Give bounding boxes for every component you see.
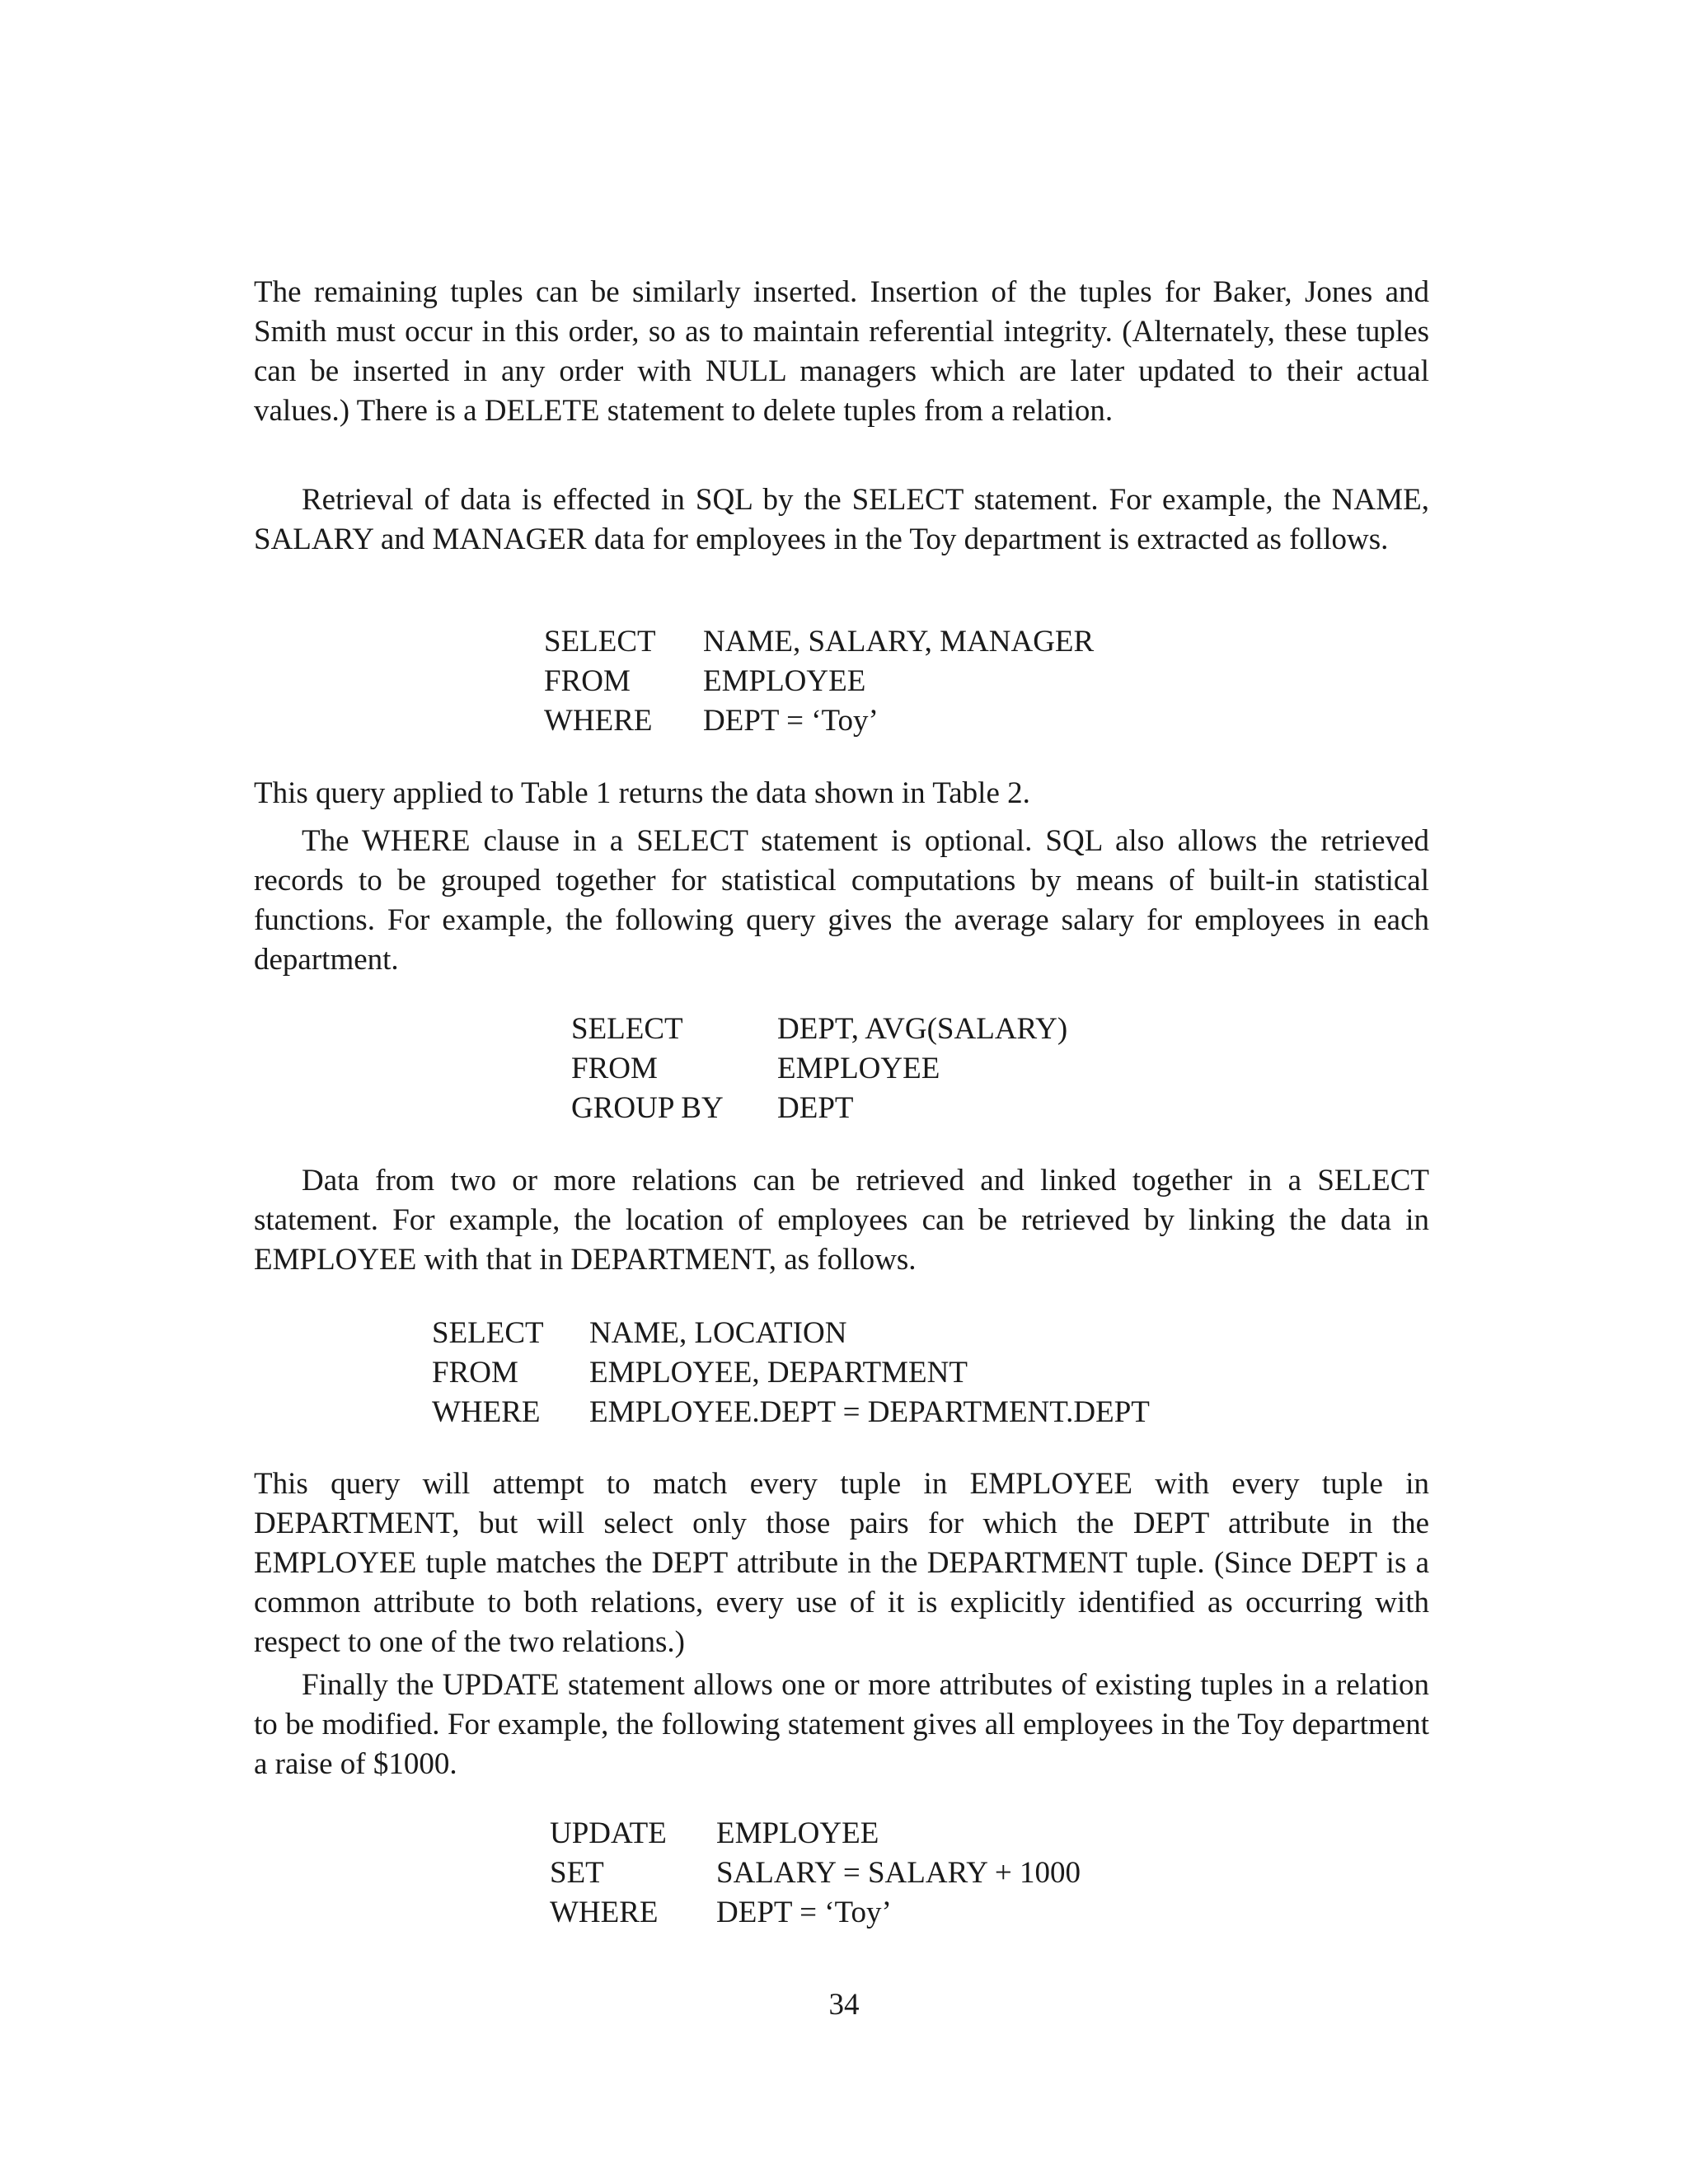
sql-keyword: WHERE (432, 1395, 541, 1429)
sql-argument: DEPT (777, 1091, 854, 1125)
paragraph-where-clause: The WHERE clause in a SELECT statement is optional. SQL also allows the retrieved records to be grouped together for statistical computations by means of built-in statistical functions. For example, the following query gives the average salary for employees in each department. (254, 824, 1429, 977)
sql-line (544, 662, 1094, 701)
sql-query-group-by (571, 1010, 1067, 1128)
sql-argument: EMPLOYEE (703, 664, 866, 698)
sql-line (550, 1854, 1081, 1893)
sql-line (432, 1314, 1150, 1353)
sql-line (550, 1814, 1081, 1854)
sql-keyword: UPDATE (550, 1816, 667, 1850)
sql-keyword: SET (550, 1856, 604, 1890)
sql-keyword: WHERE (544, 704, 653, 738)
sql-line (571, 1089, 1067, 1128)
sql-argument: DEPT = ‘Toy’ (716, 1896, 892, 1929)
sql-argument: EMPLOYEE (716, 1816, 879, 1850)
sql-argument: EMPLOYEE.DEPT = DEPARTMENT.DEPT (589, 1395, 1150, 1429)
sql-argument: EMPLOYEE, DEPARTMENT (589, 1356, 968, 1390)
sql-query-update (550, 1814, 1081, 1933)
page-number: 34 (828, 1988, 860, 2022)
sql-keyword: GROUP BY (571, 1091, 724, 1125)
sql-keyword: WHERE (550, 1896, 659, 1929)
sql-keyword: FROM (571, 1052, 658, 1085)
sql-line (550, 1893, 1081, 1933)
sql-line (571, 1049, 1067, 1089)
sql-keyword: FROM (432, 1356, 518, 1390)
sql-line (544, 622, 1094, 662)
sql-keyword: SELECT (571, 1012, 683, 1046)
sql-query-select-toy (544, 622, 1094, 741)
sql-line (571, 1010, 1067, 1049)
sql-keyword: SELECT (544, 625, 656, 658)
paragraph-join: Data from two or more relations can be retrieved and linked together in a SELECT statement. For example, the location of employees can be retrieved by linking the data in EMPLOYEE with that in DEPARTMENT, as follows. (254, 1164, 1429, 1277)
paragraph-insertion: The remaining tuples can be similarly inserted. Insertion of the tuples for Baker, Jones and Smith must occur in this order, so as to maintain referential integrity. (Alternately, these tuples can be inserted in any order with NULL managers which are later updated to their actual values.) There is a DELETE statement to delete tuples from a relation. (254, 275, 1429, 428)
sql-line (544, 701, 1094, 741)
sql-argument: NAME, LOCATION (589, 1316, 847, 1350)
sql-argument: DEPT = ‘Toy’ (703, 704, 879, 738)
sql-keyword: SELECT (432, 1316, 544, 1350)
paragraph-update: Finally the UPDATE statement allows one or more attributes of existing tuples in a relation to be modified. For example, the following statement gives all employees in the Toy department a raise of $1000. (254, 1668, 1429, 1781)
sql-argument: EMPLOYEE (777, 1052, 940, 1085)
paragraph-query-result: This query applied to Table 1 returns the data shown in Table 2. (254, 776, 1030, 810)
sql-argument: SALARY = SALARY + 1000 (716, 1856, 1081, 1890)
sql-argument: NAME, SALARY, MANAGER (703, 625, 1095, 658)
sql-line (432, 1393, 1150, 1432)
sql-argument: DEPT, AVG(SALARY) (777, 1012, 1068, 1046)
paragraph-retrieval: Retrieval of data is effected in SQL by the SELECT statement. For example, the NAME, SALARY and MANAGER data for employees in the Toy department is extracted as follows. (254, 483, 1429, 556)
paragraph-join-explanation: This query will attempt to match every tuple in EMPLOYEE with every tuple in DEPARTMENT, but will select only those pairs for which the DEPT attribute in the EMPLOYEE tuple matches the DEPT attribute in the DEPARTMENT tuple. (Since DEPT is a common attribute to both relations, every use of it is explicitly identified as occurring with respect to one of the two relations.) (254, 1467, 1429, 1659)
sql-line (432, 1353, 1150, 1393)
sql-keyword: FROM (544, 664, 631, 698)
sql-query-join (432, 1314, 1150, 1432)
